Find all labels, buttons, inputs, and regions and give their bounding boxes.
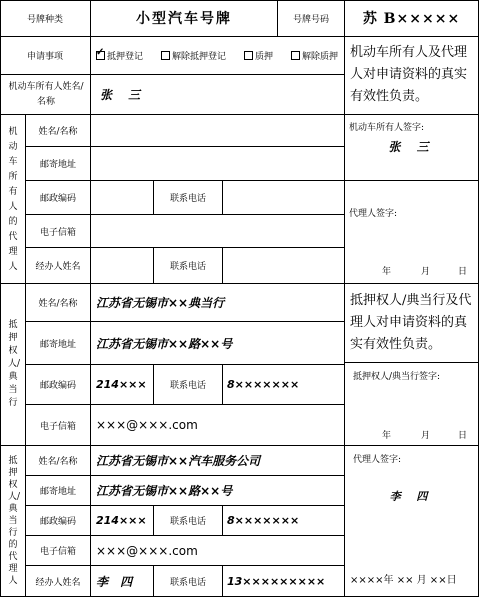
mortgagee-section-label bbox=[2, 288, 24, 440]
divider bbox=[222, 364, 223, 404]
owner-agent-address-label: 邮寄地址 bbox=[39, 160, 76, 170]
mortgagee-agent-email-value[interactable]: ×××@×××.com bbox=[96, 543, 198, 558]
border-left bbox=[0, 0, 1, 597]
option-label: 解除质押 bbox=[301, 52, 338, 62]
mortgagee-address-value[interactable]: 江苏省无锡市××路××号 bbox=[96, 336, 233, 351]
section-label-text: 抵押权人/典当行 bbox=[8, 319, 21, 408]
mortgagee-agent-sign-date[interactable]: ××××年 ×× 月 ××日 bbox=[350, 575, 457, 586]
mortgagee-postcode-value[interactable]: 214××× bbox=[96, 378, 147, 391]
checkbox-icon[interactable] bbox=[161, 51, 170, 60]
mortgagee-agent-address-value[interactable]: 江苏省无锡市××路××号 bbox=[96, 484, 233, 498]
owner-agent-email-label: 电子信箱 bbox=[39, 227, 76, 238]
plate-type-value[interactable]: 小型汽车号牌 bbox=[136, 11, 232, 27]
mortgagee-address-label: 邮寄地址 bbox=[39, 339, 76, 350]
mortgagee-agent-handler-phone-value[interactable]: 13××××××××× bbox=[227, 574, 326, 588]
owner-agent-email-field[interactable] bbox=[91, 215, 344, 247]
plate-type-label: 号牌种类 bbox=[26, 14, 63, 25]
date-day: 日 bbox=[458, 431, 468, 441]
mortgagee-statement: 抵押权人/典当行及代理人对申请资料的真实有效性负责。 bbox=[350, 293, 472, 352]
mortgagee-agent-name-label: 姓名/名称 bbox=[38, 457, 78, 467]
mortgagee-agent-handler-phone-label: 联系电话 bbox=[169, 577, 206, 588]
owner-agent-handler-label: 经办人姓名 bbox=[35, 262, 81, 272]
mortgagee-sign-date[interactable] bbox=[345, 428, 478, 442]
mortgagee-agent-phone-value[interactable]: 8××××××× bbox=[227, 514, 300, 527]
divider bbox=[344, 36, 345, 596]
checkbox-icon[interactable] bbox=[244, 51, 253, 60]
mortgagee-name-label: 姓名/名称 bbox=[38, 299, 78, 309]
mortgagee-agent-postcode-label: 邮政编码 bbox=[39, 517, 76, 527]
owner-agent-sign-label: 代理人签字: bbox=[349, 209, 398, 219]
mortgagee-agent-postcode-value[interactable]: 214××× bbox=[96, 514, 147, 527]
mortgagee-phone-label: 联系电话 bbox=[169, 381, 206, 391]
owner-agent-name-label: 姓名/名称 bbox=[38, 127, 78, 137]
owner-agent-handler-phone-label: 联系电话 bbox=[169, 262, 206, 272]
option-label: 质押 bbox=[254, 52, 273, 62]
option-release-pledge[interactable] bbox=[291, 49, 338, 62]
option-label: 抵押登记 bbox=[107, 52, 144, 62]
mortgagee-agent-handler-value[interactable]: 李 四 bbox=[96, 574, 137, 589]
checkbox-icon[interactable] bbox=[291, 51, 300, 60]
divider bbox=[345, 180, 478, 181]
owner-agent-phone-field[interactable] bbox=[223, 181, 344, 214]
mortgagee-agent-name-value[interactable]: 江苏省无锡市××汽车服务公司 bbox=[96, 454, 261, 468]
date-year: 年 bbox=[382, 431, 392, 441]
application-label: 申请事项 bbox=[26, 52, 63, 62]
owner-statement: 机动车所有人及代理人对申请资料的真实有效性负责。 bbox=[350, 45, 468, 104]
divider bbox=[222, 505, 223, 535]
owner-agent-handler-field[interactable] bbox=[91, 248, 153, 283]
mortgagee-postcode-label: 邮政编码 bbox=[39, 381, 76, 391]
divider bbox=[345, 362, 478, 363]
option-pledge[interactable] bbox=[244, 49, 273, 62]
date-month: 月 bbox=[421, 431, 431, 441]
mortgagee-agent-sign-label: 代理人签字: bbox=[353, 455, 402, 465]
owner-sign-label: 机动车所有人签字: bbox=[349, 123, 425, 133]
divider bbox=[90, 36, 91, 114]
mortgagee-agent-handler-label: 经办人姓名 bbox=[35, 577, 81, 588]
owner-agent-address-field[interactable] bbox=[91, 147, 344, 180]
owner-agent-name-field[interactable] bbox=[91, 115, 344, 146]
mortgagee-sign-label: 抵押权人/典当行签字: bbox=[353, 372, 441, 382]
owner-signature[interactable]: 张 三 bbox=[388, 140, 435, 154]
owner-agent-sign-date[interactable] bbox=[345, 264, 478, 278]
mortgagee-email-value[interactable]: ×××@×××.com bbox=[96, 418, 198, 432]
owner-name-label: 机动车所有人姓名/名称 bbox=[8, 81, 84, 107]
mortgagee-phone-value[interactable]: 8××××××× bbox=[227, 378, 300, 391]
mortgagee-agent-email-label: 电子信箱 bbox=[39, 547, 76, 557]
option-label: 解除抵押登记 bbox=[171, 52, 226, 62]
mortgagee-email-label: 电子信箱 bbox=[39, 421, 76, 432]
section-label-text: 机动车所有人的代理人 bbox=[8, 127, 18, 272]
section-label-text: 抵押权人/典当行的代理人 bbox=[8, 456, 21, 586]
checkbox-checked-icon[interactable] bbox=[96, 51, 105, 60]
owner-agent-postcode-label: 邮政编码 bbox=[39, 194, 76, 204]
plate-number-label: 号牌号码 bbox=[292, 14, 329, 25]
mortgagee-agent-section-label bbox=[2, 450, 24, 592]
option-release-mortgage[interactable] bbox=[161, 49, 226, 62]
application-options bbox=[96, 37, 344, 74]
option-mortgage-registration[interactable] bbox=[96, 49, 143, 62]
owner-agent-handler-phone-field[interactable] bbox=[223, 248, 344, 283]
owner-name-value[interactable]: 张 三 bbox=[100, 88, 147, 102]
plate-number-value[interactable]: 苏 B××××× bbox=[362, 11, 461, 27]
mortgagee-agent-address-label: 邮寄地址 bbox=[39, 487, 76, 497]
date-year: 年 bbox=[382, 267, 392, 277]
date-month: 月 bbox=[421, 267, 431, 277]
owner-agent-section-label bbox=[2, 120, 24, 280]
divider bbox=[222, 565, 223, 596]
mortgagee-agent-phone-label: 联系电话 bbox=[169, 517, 206, 527]
owner-agent-phone-label: 联系电话 bbox=[169, 194, 206, 204]
mortgagee-agent-signature[interactable]: 李 四 bbox=[389, 490, 434, 503]
mortgagee-name-value[interactable]: 江苏省无锡市××典当行 bbox=[96, 296, 225, 310]
owner-agent-postcode-field[interactable] bbox=[91, 181, 153, 214]
date-day: 日 bbox=[458, 267, 468, 277]
